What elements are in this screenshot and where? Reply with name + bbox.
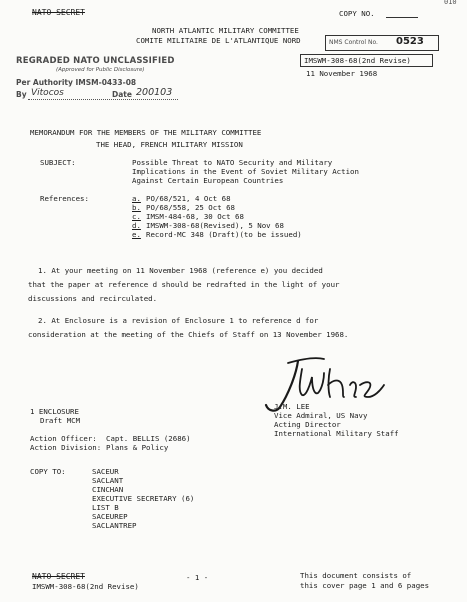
reference-letter: b.: [132, 203, 141, 212]
copy-no-label: COPY NO.: [339, 9, 375, 18]
nms-control-value: 0523: [396, 36, 424, 47]
page-number: - 1 -: [186, 573, 209, 582]
subject-line-1: Possible Threat to NATO Security and Military: [132, 158, 333, 167]
action-division-value: Plans & Policy: [106, 443, 169, 452]
committee-name-fr: COMITE MILITAIRE DE L'ATLANTIQUE NORD: [136, 36, 301, 45]
classification-top: NATO SECRET: [32, 8, 85, 17]
copy-to-item: LIST B: [92, 503, 119, 512]
action-officer-value: Capt. BELLIS (2686): [106, 434, 191, 443]
regrade-stamp-rule: [28, 99, 178, 100]
doc-date: 11 November 1968: [306, 69, 378, 78]
corner-mark: 010: [444, 0, 457, 6]
action-officer-label: Action Officer:: [30, 434, 97, 443]
copy-to-item: SACEUR: [92, 467, 119, 476]
regrade-stamp-date-label: Date: [112, 90, 132, 99]
doc-ref-header: IMSWM-308-68(2nd Revise): [304, 56, 411, 65]
reference-text: IMSM-484-68, 30 Oct 68: [146, 212, 244, 221]
nms-control-label: NMS Control No.: [329, 39, 378, 46]
reference-letter: e.: [132, 230, 141, 239]
paragraph-2-line-2: consideration at the meeting of the Chiefs of Staff on 13 November 1968.: [28, 330, 349, 339]
paragraph-2-line-1: 2. At Enclosure is a revision of Enclosure 1 to reference d for: [38, 316, 319, 325]
paragraph-1-line-2: that the paper at reference d should be redrafted in the light of your: [28, 280, 340, 289]
committee-name-en: NORTH ATLANTIC MILITARY COMMITTEE: [152, 26, 299, 35]
enclosure-line-1: 1 ENCLOSURE: [30, 407, 79, 416]
copy-to-item: SACLANT: [92, 476, 124, 485]
regrade-stamp-line1: REGRADED NATO UNCLASSIFIED: [16, 56, 175, 66]
doc-ref-box: [300, 54, 433, 67]
reference-text: Record-MC 348 (Draft)(to be issued): [146, 230, 302, 239]
reference-text: PO/68/558, 25 Oct 68: [146, 203, 235, 212]
copy-to-item: SACEUREP: [92, 512, 128, 521]
references-label: References:: [40, 194, 89, 203]
nms-control-box: [325, 35, 439, 51]
memo-to-line1: MEMORANDUM FOR THE MEMBERS OF THE MILITARY COMMITTEE: [30, 128, 262, 137]
reference-letter: c.: [132, 212, 141, 221]
reference-letter: d.: [132, 221, 141, 230]
paragraph-1-line-3: discussions and recirculated.: [28, 294, 158, 303]
regrade-stamp-by-label: By: [16, 90, 27, 99]
regrade-stamp-line3: Per Authority IMSM-0433-08: [16, 78, 137, 87]
enclosure-line-2: Draft MCM: [40, 416, 81, 425]
page-count-line-2: this cover page 1 and 6 pages: [300, 581, 430, 590]
footer-doc-ref: IMSWM-308-68(2nd Revise): [32, 582, 139, 591]
classification-bottom: NATO SECRET: [32, 572, 85, 581]
regrade-stamp-date-value: 200103: [136, 87, 173, 98]
action-division-label: Action Division:: [30, 443, 102, 452]
copy-no-line: [386, 17, 418, 18]
reference-text: IMSWM-308-68(Revised), 5 Nov 68: [146, 221, 284, 230]
copy-to-item: CINCHAN: [92, 485, 124, 494]
memo-to-line2: THE HEAD, FRENCH MILITARY MISSION: [96, 140, 243, 149]
regrade-stamp-line2: (Approved for Public Disclosure): [56, 67, 145, 73]
subject-line-3: Against Certain European Countries: [132, 176, 284, 185]
signatory-title-1: Acting Director: [274, 420, 341, 429]
subject-line-2: Implications in the Event of Soviet Military Action: [132, 167, 359, 176]
subject-label: SUBJECT:: [40, 158, 76, 167]
copy-to-item: SACLANTREP: [92, 521, 137, 530]
page-count-line-1: This document consists of: [300, 571, 412, 580]
paragraph-1-line-1: 1. At your meeting on 11 November 1968 (reference e) you decided: [38, 266, 323, 275]
copy-to-label: COPY TO:: [30, 467, 66, 476]
signatory-rank: Vice Admiral, US Navy: [274, 411, 368, 420]
signatory-name: J.M. LEE: [274, 402, 310, 411]
reference-letter: a.: [132, 194, 141, 203]
signatory-title-2: International Military Staff: [274, 429, 399, 438]
reference-text: PO/68/521, 4 Oct 68: [146, 194, 231, 203]
regrade-stamp-by-value: Vitocos: [31, 88, 64, 98]
copy-to-item: EXECUTIVE SECRETARY (6): [92, 494, 195, 503]
references-list: [132, 194, 352, 244]
